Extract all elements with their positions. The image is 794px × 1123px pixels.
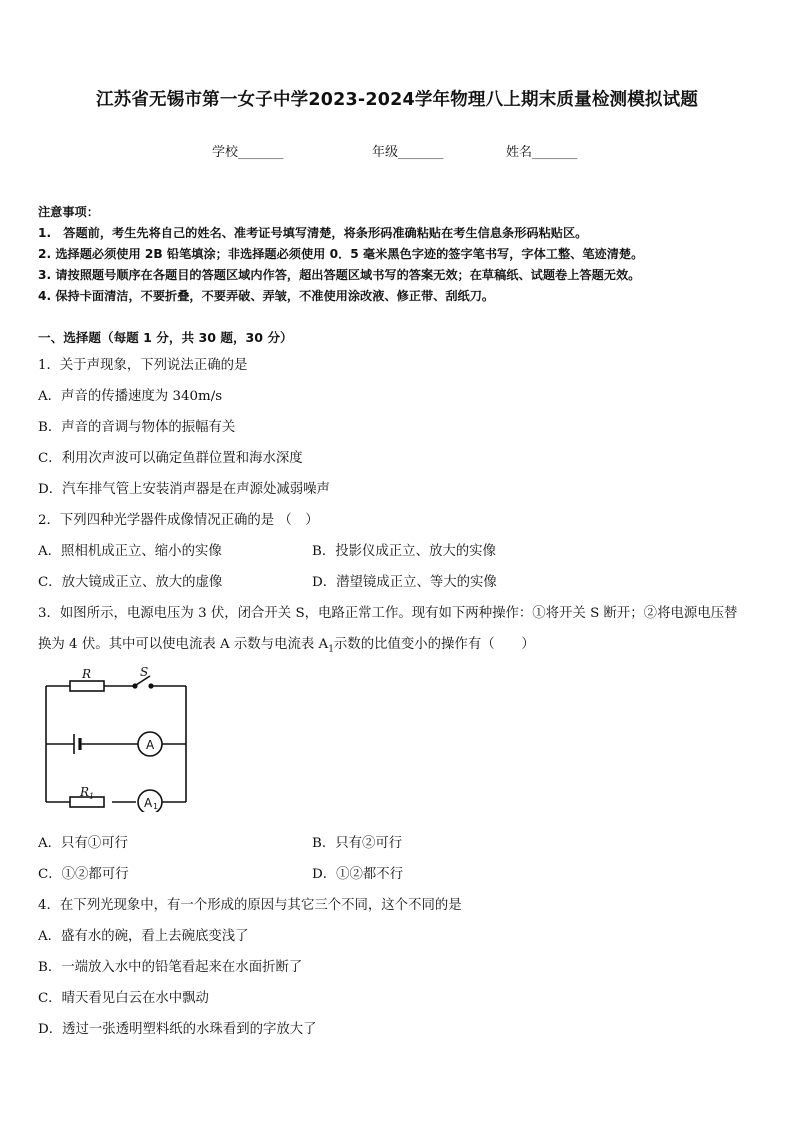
q3-option-b: B．只有②可行 xyxy=(312,836,403,851)
q2-option-b: B．投影仪成正立、放大的实像 xyxy=(312,544,496,559)
q2-option-c: C．放大镜成正立、放大的虚像 xyxy=(38,575,223,590)
q3-stem-line1: 3．如图所示，电源电压为 3 伏，闭合开关 S，电路正常工作。现有如下两种操作：①将开关 S 断开；②将电源电压替 xyxy=(38,606,738,621)
q4-option-d: D．透过一张透明塑料纸的水珠看到的字放大了 xyxy=(38,1022,317,1037)
q3-option-c: C．①②都可行 xyxy=(38,867,129,882)
name-field: 姓名_______ xyxy=(506,145,578,160)
q1-option-c: C．利用次声波可以确定鱼群位置和海水深度 xyxy=(38,451,303,466)
label-s: S xyxy=(140,665,149,679)
q4-stem: 4．在下列光现象中，有一个形成的原因与其它三个不同，这个不同的是 xyxy=(38,898,462,913)
q4-option-a: A．盛有水的碗，看上去碗底变浅了 xyxy=(38,929,249,944)
q1-option-d: D．汽车排气管上安装消声器是在声源处减弱噪声 xyxy=(38,482,330,497)
label-a: A xyxy=(146,738,155,752)
page-title: 江苏省无锡市第一女子中学2023-2024学年物理八上期末质量检测模拟试题 xyxy=(95,90,699,110)
label-a1-sub: 1 xyxy=(153,802,159,811)
resistor-r xyxy=(70,681,104,691)
q3-option-d: D．①②都不行 xyxy=(312,867,404,882)
q3-stem-part-a: 换为 4 伏。其中可以使电流表 A 示数与电流表 A xyxy=(38,637,329,652)
q3-option-a: A．只有①可行 xyxy=(38,836,129,851)
q3-stem-part-b: 示数的比值变小的操作有（ ） xyxy=(333,637,535,652)
school-field: 学校_______ xyxy=(212,145,284,160)
section-heading: 一、选择题（每题 1 分，共 30 题，30 分） xyxy=(38,330,293,345)
notes-block xyxy=(38,202,758,307)
label-r1: R xyxy=(80,785,90,799)
notes-heading: 注意事项： xyxy=(38,205,99,219)
label-a1: A xyxy=(144,796,153,810)
q4-option-b: B．一端放入水中的铅笔看起来在水面折断了 xyxy=(38,960,303,975)
q4-option-c: C．晴天看见白云在水中飘动 xyxy=(38,991,209,1006)
q1-option-a: A．声音的传播速度为 340m/s xyxy=(38,389,223,404)
note-item: 2. 选择题必须使用 2B 铅笔填涂；非选择题必须使用 0．5 毫米黑色字迹的签字笔书写，字体工整、笔迹清楚。 xyxy=(38,247,644,261)
note-item: 1. 答题前，考生先将自己的姓名、准考证号填写清楚，将条形码准确粘贴在考生信息条形码粘贴区。 xyxy=(38,226,588,240)
q1-stem: 1．关于声现象，下列说法正确的是 xyxy=(38,358,248,373)
q2-option-a: A．照相机成正立、缩小的实像 xyxy=(38,544,222,559)
q3-stem-subscript: 1 xyxy=(328,644,334,655)
q2-option-d: D．潜望镜成正立、等大的实像 xyxy=(312,575,497,590)
q2-stem: 2．下列四种光学器件成像情况正确的是 （ ） xyxy=(38,513,319,528)
label-r1-sub: 1 xyxy=(89,792,95,801)
student-info-row xyxy=(0,141,794,161)
grade-field: 年级_______ xyxy=(372,145,444,160)
label-r: R xyxy=(82,667,92,681)
q3-stem-line2 xyxy=(38,633,535,655)
note-item: 4. 保持卡面清洁，不要折叠，不要弄破、弄皱，不准使用涂改液、修正带、刮纸刀。 xyxy=(38,289,495,303)
q1-option-b: B．声音的音调与物体的振幅有关 xyxy=(38,420,236,435)
circuit-diagram xyxy=(40,664,192,812)
note-item: 3. 请按照题号顺序在各题目的答题区域内作答，超出答题区域书写的答案无效；在草稿纸、试题卷上答题无效。 xyxy=(38,268,641,282)
